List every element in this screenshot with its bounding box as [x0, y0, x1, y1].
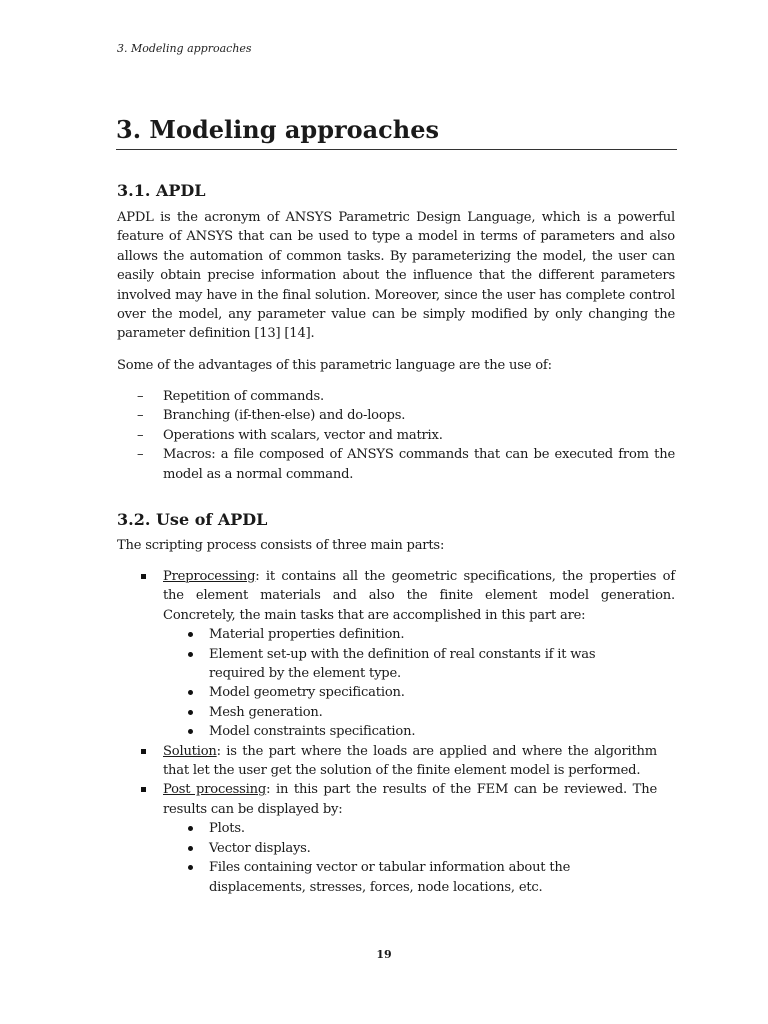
square-bullet	[141, 749, 146, 754]
page-number: 19	[376, 948, 392, 961]
chapter-rule	[116, 149, 677, 150]
list-item-text: Repetition of commands.	[163, 389, 324, 404]
round-bullet	[188, 865, 193, 870]
chapter-title: 3. Modeling approaches	[116, 115, 440, 144]
list-item-text: Vector displays.	[209, 840, 311, 856]
term-preprocessing: Preprocessing	[163, 569, 256, 584]
list-item-text: Macros: a file composed of ANSYS commands that can be executed from the model as a normal command.	[163, 447, 675, 482]
preprocessing-description: : it contains all the geometric specifications, the properties of the element materials and also the finite element model generation. Concretely, the main tasks that are accomplished in this part are:	[163, 569, 675, 623]
list-item-text: Branching (if-then-else) and do-loops.	[163, 408, 406, 424]
list-item-solution	[117, 742, 675, 781]
advantages-list	[117, 387, 675, 484]
round-bullet	[188, 846, 193, 851]
section-heading-use-of-apdl: 3.2. Use of APDL	[117, 510, 268, 529]
list-item	[163, 645, 675, 684]
display-options-list	[163, 819, 657, 897]
term-post-processing: Post processing	[163, 782, 267, 798]
apdl-intro-paragraph: APDL is the acronym of ANSYS Parametric Design Language, which is a powerful feature of ANSYS that can be used to type a model in terms of parameters and also allows the automation of common tasks. By parameterizing the model, the user can easily obtain precise information about the influence that the different parameters involved may have in the final solution. Moreover, since the user has complete control over the model, any parameter value can be simply modified by only changing the parameter definition [13] [14].	[117, 210, 675, 342]
list-item	[117, 406, 675, 425]
list-item-text: Operations with scalars, vector and matrix.	[163, 427, 443, 443]
list-item-text: Material properties definition.	[209, 627, 405, 643]
list-item-post-processing	[117, 780, 675, 896]
list-item	[163, 625, 675, 644]
list-item	[163, 683, 675, 702]
running-header: 3. Modeling approaches	[117, 42, 252, 55]
list-item	[117, 387, 675, 406]
list-item-text: Element set-up with the definition of real constants if it was required by the element type.	[209, 646, 596, 682]
list-item-text: Model geometry specification.	[209, 685, 405, 701]
round-bullet	[188, 652, 193, 657]
scripting-intro-paragraph: The scripting process consists of three main parts:	[117, 538, 445, 553]
round-bullet	[188, 690, 193, 695]
round-bullet	[188, 729, 193, 734]
solution-description: : is the part where the loads are applied and where the algorithm that let the user get the solution of the finite element model is performed.	[163, 743, 657, 779]
dash-marker: –	[137, 427, 144, 443]
dash-marker: –	[137, 447, 144, 463]
round-bullet	[188, 632, 193, 637]
term-solution: Solution	[163, 743, 217, 759]
list-item-preprocessing	[117, 567, 675, 742]
square-bullet	[141, 574, 146, 579]
advantages-lead-paragraph: Some of the advantages of this parametric language are the use of:	[117, 358, 552, 373]
list-item	[117, 426, 675, 445]
post-processing-description: : in this part the results of the FEM can be reviewed. The results can be displayed by:	[163, 782, 657, 817]
list-item	[163, 839, 657, 858]
list-item-text: Model constraints specification.	[209, 724, 416, 740]
round-bullet	[188, 826, 193, 831]
scripting-parts-list	[117, 567, 675, 897]
round-bullet	[188, 710, 193, 715]
list-item	[117, 445, 675, 484]
list-item-text: Plots.	[209, 821, 245, 837]
square-bullet	[141, 787, 146, 792]
list-item	[163, 819, 657, 838]
section-heading-apdl: 3.1. APDL	[117, 181, 206, 200]
list-item	[163, 858, 657, 897]
preprocessing-tasks-list	[163, 625, 675, 741]
dash-marker: –	[137, 408, 144, 424]
list-item	[163, 722, 675, 741]
list-item	[163, 703, 675, 722]
list-item-text: Mesh generation.	[209, 704, 323, 720]
list-item-text: Files containing vector or tabular information about the displacements, stresses, forces, node locations, etc.	[209, 860, 571, 895]
dash-marker: –	[137, 389, 144, 404]
